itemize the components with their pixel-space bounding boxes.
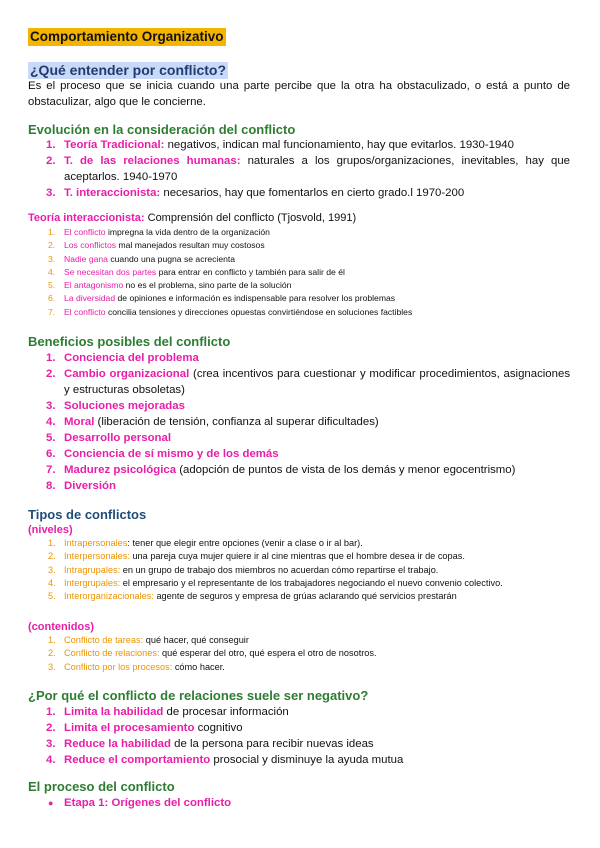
intro-paragraph: Es el proceso que se inicia cuando una parte percibe que la otra ha obstaculizado, o está a punto de obstaculizar, algo que le concierne. [28, 80, 570, 108]
evolucion-heading: Evolución en la consideración del conflicto [28, 122, 296, 137]
list-item: 3. Nadie gana cuando una pugna se acrecienta [48, 253, 236, 264]
list-item: 3. Conflicto por los procesos: cómo hacer. [48, 661, 225, 672]
niveles-label: (niveles) [28, 524, 73, 536]
list-item: 6. Conciencia de sí mismo y de los demás [46, 448, 279, 460]
list-item: 4. Intergrupales: el empresario y el representante de los trabajadores negociando el nuevo convenio colectivo. [48, 577, 503, 588]
niveles-list [28, 537, 570, 603]
proceso-list [28, 795, 570, 811]
list-item: 5. Interorganizacionales: agente de seguros y empresa de grúas aclarando qué servicios prestarán [48, 591, 457, 602]
list-item: 1. Teoría Tradicional: negativos, indican mal funcionamiento, hay que evitarlos. 1930-1940 [46, 139, 514, 151]
list-item: 4. Moral (liberación de tensión, confianza al superar dificultades) [46, 416, 379, 428]
list-item: 3. T. interaccionista: necesarios, hay que fomentarlos en cierto grado.l 1970-200 [46, 187, 465, 199]
list-item: 8. Diversión [46, 480, 116, 492]
contenidos-label: (contenidos) [28, 621, 94, 633]
list-item: 1. Conflicto de tareas: qué hacer, qué conseguir [48, 635, 249, 645]
list-item: 1. Conciencia del problema [46, 352, 199, 364]
list-item: 7. El conflicto concilia tensiones y direcciones opuestas convirtiéndose en soluciones factibles [48, 306, 413, 317]
interaccionista-line: Teoría interaccionista: Comprensión del conflicto (Tjosvold, 1991) [28, 212, 357, 224]
list-item: 2. Limita el procesamiento cognitivo [46, 722, 243, 734]
list-item: 1. Limita la habilidad de procesar información [46, 706, 289, 718]
list-item: 2. Conflicto de relaciones: qué esperar del otro, qué espera el otro de nosotros. [48, 648, 377, 659]
list-item: 7. Madurez psicológica (adopción de puntos de vista de los demás y menor egocentrismo) [46, 464, 516, 476]
list-item: 5. Desarrollo personal [46, 432, 171, 444]
question-heading: ¿Qué entender por conflicto? [30, 62, 227, 78]
negativo-list [28, 704, 570, 768]
list-item: ● Etapa 1: Orígenes del conflicto [48, 797, 232, 809]
list-item: 3. Intragrupales: en un grupo de trabajo dos miembros no acuerdan cómo repartirse el trabajo. [48, 564, 439, 575]
contenidos-list [28, 634, 570, 674]
list-item: 1. El conflicto impregna la vida dentro de la organización [48, 227, 270, 237]
tipos-heading: Tipos de conflictos [28, 507, 147, 522]
list-item: 2. Los conflictos mal manejados resultan muy costosos [48, 240, 265, 251]
list-item: 2. T. de las relaciones humanas: naturales a los grupos/organizaciones, inevitables, hay que aceptarlos. 1940-1970 [46, 155, 570, 183]
list-item: 1. Intrapersonales: tener que elegir entre opciones (venir a clase o ir al bar). [48, 538, 363, 548]
list-item: 5. El antagonismo no es el problema, sino parte de la solución [48, 280, 292, 291]
list-item: 4. Reduce el comportamiento prosocial y disminuye la ayuda mutua [46, 754, 404, 766]
bullet-icon: ● [48, 798, 54, 808]
proceso-heading: El proceso del conflicto [28, 779, 175, 794]
evolucion-list [28, 137, 570, 201]
list-item: 3. Reduce la habilidad de la persona para recibir nuevas ideas [46, 738, 374, 750]
beneficios-heading: Beneficios posibles del conflicto [28, 334, 231, 349]
list-item: 4. Se necesitan dos partes para entrar en conflicto y también para salir de él [48, 266, 345, 277]
list-item: 2. Interpersonales: una pareja cuya mujer quiere ir al cine mientras que el hombre desea ir de copas. [48, 551, 465, 562]
negativo-heading: ¿Por qué el conflicto de relaciones suele ser negativo? [28, 688, 369, 703]
list-item: 6. La diversidad de opiniones e información es indispensable para resolver los problemas [48, 293, 396, 304]
beneficios-list [28, 350, 570, 494]
list-item: 2. Cambio organizacional (crea incentivos para cuestionar y modificar procedimientos, asignaciones y estructuras obsoletas) [46, 368, 571, 396]
list-item: 3. Soluciones mejoradas [46, 400, 185, 412]
interaccionista-list [28, 226, 570, 319]
document-title: Comportamiento Organizativo [30, 29, 224, 44]
